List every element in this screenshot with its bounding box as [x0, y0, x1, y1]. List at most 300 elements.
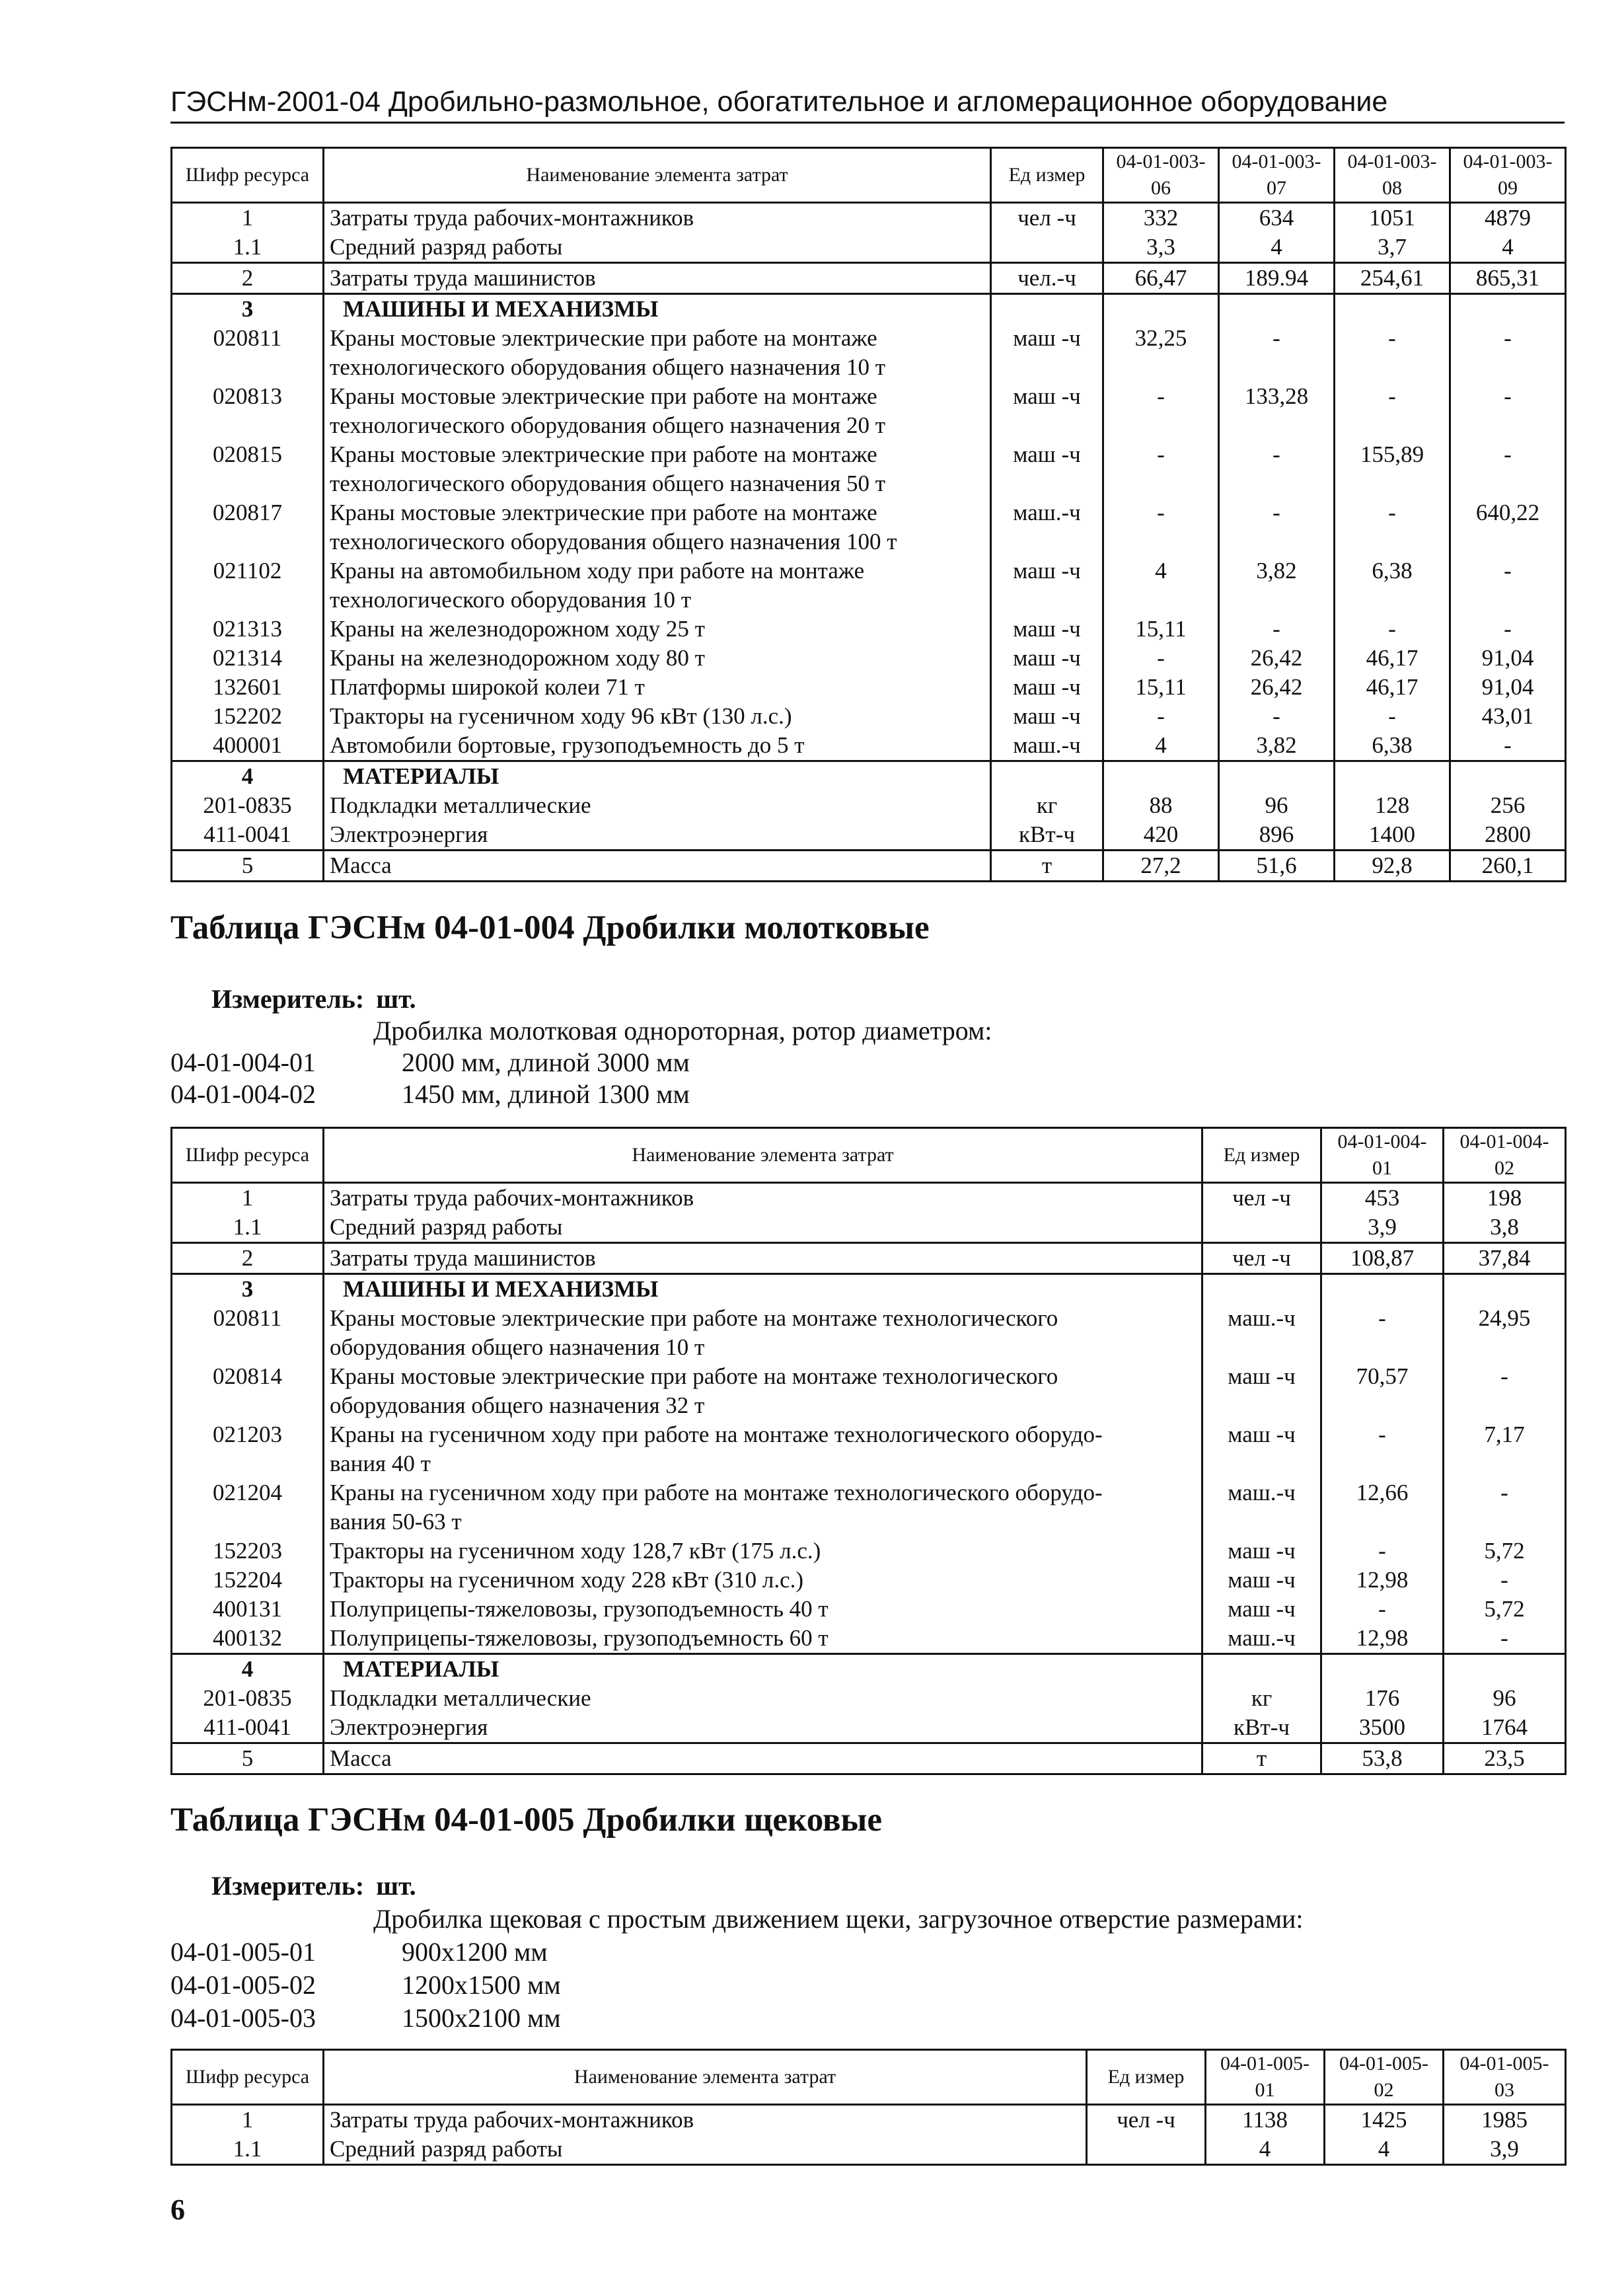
norm-value-cell: 634: [1219, 203, 1335, 233]
resource-code-cell: 020811: [172, 324, 324, 382]
norm-value-cell: -: [1219, 702, 1335, 731]
cost-table-04-01-003: [170, 147, 1567, 882]
norm-value-cell: 4: [1103, 556, 1219, 615]
norm-value-cell: -: [1335, 702, 1450, 731]
norm-value-cell: 5,72: [1444, 1595, 1566, 1624]
cost-element-name-cell: [324, 791, 991, 820]
table-header-row: [172, 2050, 1566, 2105]
cost-element-name-line: Полуприцепы-тяжеловозы, грузоподъемность 40 т: [330, 1596, 829, 1622]
norm-value-cell: 1138: [1206, 2105, 1325, 2135]
table-row: [172, 1183, 1566, 1213]
cost-element-name-cell: [324, 820, 991, 851]
measurer-04-01-005: [211, 1870, 416, 1901]
cost-element-name-line: Тракторы на гусеничном ходу 128,7 кВт (175 л.с.): [330, 1538, 821, 1564]
norm-value-cell: [1450, 294, 1566, 324]
table-row: [172, 1595, 1566, 1624]
norm-value-cell: -: [1335, 324, 1450, 382]
norm-item: [170, 2002, 561, 2033]
column-header-norm: [1321, 1128, 1444, 1183]
norm-value-cell: 53,8: [1321, 1743, 1444, 1774]
cost-element-name-cell: [324, 203, 991, 233]
table-row: [172, 1743, 1566, 1774]
resource-code-cell: 3: [172, 1274, 324, 1305]
table-row: [172, 556, 1566, 615]
norm-value-cell: 1764: [1444, 1713, 1566, 1743]
unit-cell: чел -ч: [1202, 1243, 1321, 1274]
norm-value-cell: 70,57: [1321, 1362, 1444, 1420]
table-row: [172, 440, 1566, 498]
resource-code-cell: 1: [172, 1183, 324, 1213]
unit-cell: маш -ч: [991, 702, 1103, 731]
norm-value-cell: 6,38: [1335, 556, 1450, 615]
norm-value-cell: -: [1444, 1478, 1566, 1537]
cost-element-name-line: Средний разряд работы: [330, 1214, 563, 1240]
cost-element-name-cell: [324, 615, 991, 644]
norm-value-cell: 254,61: [1335, 263, 1450, 294]
section-heading-cell: [324, 1274, 1202, 1305]
resource-code-cell: 020814: [172, 1362, 324, 1420]
resource-code-cell: 1: [172, 2105, 324, 2135]
norm-item-code: 04-01-005-01: [170, 1937, 316, 1967]
unit-cell: маш -ч: [991, 382, 1103, 440]
cost-element-name-cell: [324, 498, 991, 556]
norm-value-cell: 189.94: [1219, 263, 1335, 294]
norm-value-cell: [1103, 761, 1219, 792]
cost-element-name-line: Полуприцепы-тяжеловозы, грузоподъемность 60 т: [330, 1625, 829, 1651]
unit-cell: маш -ч: [1202, 1566, 1321, 1595]
resource-code-cell: 020815: [172, 440, 324, 498]
unit-cell: чел -ч: [1087, 2105, 1206, 2135]
table-row: [172, 263, 1566, 294]
cost-element-name-cell: [324, 1243, 1202, 1274]
header-part: 04-01-004-: [1337, 1131, 1427, 1153]
cost-element-name-cell: [324, 1624, 1202, 1654]
norm-value-cell: 4: [1103, 731, 1219, 761]
cost-element-name-line: технологического оборудования общего назначения 50 т: [330, 471, 886, 496]
unit-cell: маш.-ч: [1202, 1478, 1321, 1537]
cost-element-name-cell: [324, 702, 991, 731]
cost-element-name-cell: [324, 673, 991, 702]
norm-value-cell: -: [1335, 382, 1450, 440]
norm-value-cell: 91,04: [1450, 644, 1566, 673]
column-header-code: Шифр ресурса: [172, 148, 324, 203]
running-header: ГЭСНм-2001-04 Дробильно-размольное, обогатительное и агломерационное оборудование: [170, 83, 1565, 124]
resource-code-cell: 201-0835: [172, 791, 324, 820]
norm-value-cell: [1335, 294, 1450, 324]
unit-cell: [1202, 1213, 1321, 1243]
norm-value-cell: 128: [1335, 791, 1450, 820]
norm-value-cell: 256: [1450, 791, 1566, 820]
column-header-name: Наименование элемента затрат: [324, 2050, 1087, 2105]
norm-value-cell: 1985: [1444, 2105, 1566, 2135]
unit-cell: маш -ч: [991, 440, 1103, 498]
resource-code-cell: 201-0835: [172, 1684, 324, 1713]
unit-cell: т: [991, 851, 1103, 882]
norm-value-cell: 15,11: [1103, 615, 1219, 644]
norm-value-cell: 6,38: [1335, 731, 1450, 761]
resource-code-cell: 021203: [172, 1420, 324, 1478]
unit-cell: маш.-ч: [991, 498, 1103, 556]
resource-code-cell: 4: [172, 1654, 324, 1685]
table-row: [172, 644, 1566, 673]
table-row: [172, 1243, 1566, 1274]
norm-value-cell: 96: [1219, 791, 1335, 820]
header-part: 07: [1267, 177, 1286, 199]
column-header-unit: Ед измер: [991, 148, 1103, 203]
norm-value-cell: 3,8: [1444, 1213, 1566, 1243]
norm-value-cell: -: [1103, 382, 1219, 440]
norm-value-cell: 176: [1321, 1684, 1444, 1713]
norm-item-text: 1500x2100 мм: [402, 2003, 561, 2033]
cost-element-name-line: МАШИНЫ И МЕХАНИЗМЫ: [343, 296, 659, 322]
table-row: [172, 2135, 1566, 2165]
norm-value-cell: 96: [1444, 1684, 1566, 1713]
section-heading-cell: [324, 294, 991, 324]
norm-value-cell: [1103, 294, 1219, 324]
cost-element-name-line: Затраты труда рабочих-монтажников: [330, 2107, 694, 2133]
cost-element-name-cell: [324, 233, 991, 263]
norm-value-cell: 2800: [1450, 820, 1566, 851]
norm-item: [170, 1936, 548, 1967]
unit-cell: [991, 761, 1103, 792]
norm-value-cell: 896: [1219, 820, 1335, 851]
cost-element-name-line: вания 50-63 т: [330, 1509, 462, 1535]
norm-item: [170, 1079, 690, 1110]
table-row: [172, 731, 1566, 761]
norm-value-cell: 4: [1450, 233, 1566, 263]
cost-element-name-line: технологического оборудования общего назначения 10 т: [330, 354, 886, 380]
norm-value-cell: 3,3: [1103, 233, 1219, 263]
header-part: 04-01-003-: [1116, 151, 1206, 172]
unit-cell: маш.-ч: [1202, 1624, 1321, 1654]
cost-element-name-line: МАТЕРИАЛЫ: [343, 763, 499, 789]
cost-element-name-cell: [324, 1566, 1202, 1595]
norm-value-cell: -: [1103, 440, 1219, 498]
measurer-value: шт.: [376, 1871, 416, 1901]
norm-value-cell: 88: [1103, 791, 1219, 820]
section-heading-cell: [324, 1654, 1202, 1685]
unit-cell: маш -ч: [991, 556, 1103, 615]
norm-value-cell: 108,87: [1321, 1243, 1444, 1274]
norm-item-text: 1450 мм, длиной 1300 мм: [402, 1079, 690, 1109]
table-row: [172, 203, 1566, 233]
resource-code-cell: 152204: [172, 1566, 324, 1595]
unit-cell: маш -ч: [991, 644, 1103, 673]
resource-code-cell: 1.1: [172, 2135, 324, 2165]
norm-value-cell: -: [1219, 440, 1335, 498]
cost-element-name-line: технологического оборудования 10 т: [330, 587, 692, 613]
norm-value-cell: -: [1450, 382, 1566, 440]
norm-value-cell: 155,89: [1335, 440, 1450, 498]
table-row: [172, 673, 1566, 702]
table-row: [172, 1624, 1566, 1654]
table-row: [172, 1684, 1566, 1713]
cost-element-name-line: Тракторы на гусеничном ходу 96 кВт (130 л.с.): [330, 703, 792, 729]
norm-value-cell: 3500: [1321, 1713, 1444, 1743]
table-description-04-01-005: Дробилка щековая с простым движением щеки, загрузочное отверстие размерами:: [373, 1904, 1304, 1934]
table-row: [172, 1420, 1566, 1478]
unit-cell: [991, 233, 1103, 263]
table-row: [172, 1654, 1566, 1685]
table-row: [172, 1566, 1566, 1595]
norm-value-cell: 24,95: [1444, 1304, 1566, 1362]
header-part: 04-01-003-: [1347, 151, 1437, 172]
unit-cell: кг: [1202, 1684, 1321, 1713]
norm-value-cell: 4: [1206, 2135, 1325, 2165]
unit-cell: [991, 294, 1103, 324]
norm-value-cell: -: [1321, 1420, 1444, 1478]
table-row: [172, 498, 1566, 556]
table-row: [172, 1478, 1566, 1537]
table-row: [172, 382, 1566, 440]
resource-code-cell: 020817: [172, 498, 324, 556]
cost-element-name-line: Краны на железнодорожном ходу 80 т: [330, 645, 705, 671]
unit-cell: маш -ч: [991, 324, 1103, 382]
norm-value-cell: [1444, 1274, 1566, 1305]
norm-value-cell: 5,72: [1444, 1537, 1566, 1566]
norm-value-cell: -: [1219, 498, 1335, 556]
measurer-label: Измеритель:: [211, 984, 365, 1014]
header-part: 04-01-003-: [1463, 151, 1553, 172]
resource-code-cell: 021314: [172, 644, 324, 673]
norm-value-cell: 37,84: [1444, 1243, 1566, 1274]
cost-element-name-cell: [324, 263, 991, 294]
cost-element-name-cell: [324, 1420, 1202, 1478]
resource-code-cell: 400132: [172, 1624, 324, 1654]
cost-element-name-cell: [324, 731, 991, 761]
norm-item-code: 04-01-005-03: [170, 2003, 316, 2033]
cost-element-name-cell: [324, 1478, 1202, 1537]
column-header-code: Шифр ресурса: [172, 1128, 324, 1183]
norm-value-cell: 260,1: [1450, 851, 1566, 882]
resource-code-cell: 152202: [172, 702, 324, 731]
resource-code-cell: 411-0041: [172, 820, 324, 851]
cost-element-name-line: оборудования общего назначения 10 т: [330, 1334, 705, 1360]
norm-value-cell: 32,25: [1103, 324, 1219, 382]
norm-value-cell: [1219, 761, 1335, 792]
cost-element-name-cell: [324, 1213, 1202, 1243]
norm-value-cell: -: [1103, 702, 1219, 731]
cost-table-04-01-005: [170, 2049, 1567, 2166]
cost-element-name-line: Платформы широкой колеи 71 т: [330, 674, 645, 700]
cost-element-name-cell: [324, 440, 991, 498]
norm-value-cell: 15,11: [1103, 673, 1219, 702]
table-row: [172, 820, 1566, 851]
unit-cell: маш -ч: [991, 615, 1103, 644]
cost-element-name-cell: [324, 1362, 1202, 1420]
unit-cell: [1202, 1274, 1321, 1305]
cost-element-name-cell: [324, 644, 991, 673]
unit-cell: кг: [991, 791, 1103, 820]
cost-element-name-line: Краны мостовые электрические при работе на монтаже: [330, 383, 877, 409]
norm-value-cell: 1425: [1325, 2105, 1444, 2135]
column-header-norm: [1335, 148, 1450, 203]
norm-value-cell: 3,9: [1444, 2135, 1566, 2165]
norm-value-cell: [1444, 1654, 1566, 1685]
norm-value-cell: 23,5: [1444, 1743, 1566, 1774]
cost-element-name-line: Краны мостовые электрические при работе на монтаже технологического: [330, 1363, 1058, 1389]
cost-element-name-cell: [324, 1183, 1202, 1213]
page-number: 6: [170, 2193, 185, 2226]
resource-code-cell: 3: [172, 294, 324, 324]
norm-value-cell: 27,2: [1103, 851, 1219, 882]
header-part: 04-01-005-: [1459, 2053, 1549, 2074]
header-part: 04-01-005-: [1339, 2053, 1428, 2074]
norm-value-cell: 12,66: [1321, 1478, 1444, 1537]
norm-value-cell: -: [1103, 498, 1219, 556]
header-part: 01: [1255, 2079, 1275, 2101]
resource-code-cell: 021204: [172, 1478, 324, 1537]
resource-code-cell: 400001: [172, 731, 324, 761]
norm-value-cell: [1450, 761, 1566, 792]
cost-element-name-line: Электроэнергия: [330, 1714, 488, 1740]
cost-element-name-line: Затраты труда рабочих-монтажников: [330, 205, 694, 231]
norm-value-cell: 4879: [1450, 203, 1566, 233]
norm-value-cell: 332: [1103, 203, 1219, 233]
table-title-04-01-005: Таблица ГЭСНм 04-01-005 Дробилки щековые: [170, 1802, 882, 1839]
table-header-row: [172, 148, 1566, 203]
norm-value-cell: 26,42: [1219, 673, 1335, 702]
norm-value-cell: [1335, 761, 1450, 792]
norm-item-text: 2000 мм, длиной 3000 мм: [402, 1047, 690, 1077]
norm-value-cell: 7,17: [1444, 1420, 1566, 1478]
norm-value-cell: -: [1450, 324, 1566, 382]
table-row: [172, 294, 1566, 324]
column-header-norm: [1444, 2050, 1566, 2105]
table-row: [172, 1362, 1566, 1420]
norm-value-cell: -: [1450, 440, 1566, 498]
cost-element-name-line: Масса: [330, 1745, 392, 1771]
column-header-norm: [1103, 148, 1219, 203]
norm-value-cell: 3,82: [1219, 556, 1335, 615]
resource-code-cell: 2: [172, 1243, 324, 1274]
norm-value-cell: 1400: [1335, 820, 1450, 851]
header-part: 06: [1151, 177, 1171, 199]
cost-element-name-cell: [324, 1713, 1202, 1743]
table-title-04-01-004: Таблица ГЭСНм 04-01-004 Дробилки молотковые: [170, 909, 930, 946]
cost-element-name-line: Средний разряд работы: [330, 2136, 563, 2162]
cost-element-name-line: Краны мостовые электрические при работе на монтаже: [330, 441, 877, 467]
norm-value-cell: -: [1444, 1624, 1566, 1654]
norm-value-cell: 46,17: [1335, 644, 1450, 673]
cost-element-name-cell: [324, 382, 991, 440]
cost-element-name-line: МАШИНЫ И МЕХАНИЗМЫ: [343, 1276, 659, 1302]
resource-code-cell: 021102: [172, 556, 324, 615]
norm-value-cell: -: [1321, 1537, 1444, 1566]
cost-element-name-line: Краны мостовые электрические при работе на монтаже: [330, 325, 877, 351]
cost-element-name-cell: [324, 324, 991, 382]
column-header-unit: Ед измер: [1202, 1128, 1321, 1183]
norm-value-cell: 1051: [1335, 203, 1450, 233]
norm-value-cell: 26,42: [1219, 644, 1335, 673]
cost-element-name-cell: [324, 1595, 1202, 1624]
cost-element-name-line: Краны на автомобильном ходу при работе на монтаже: [330, 558, 865, 584]
cost-element-name-cell: [324, 1304, 1202, 1362]
column-header-norm: [1325, 2050, 1444, 2105]
norm-item: [170, 1969, 561, 2000]
table-description-04-01-004: Дробилка молотковая однороторная, ротор диаметром:: [373, 1016, 992, 1045]
norm-value-cell: 66,47: [1103, 263, 1219, 294]
resource-code-cell: 1: [172, 203, 324, 233]
norm-value-cell: 198: [1444, 1183, 1566, 1213]
unit-cell: чел -ч: [991, 203, 1103, 233]
table-row: [172, 791, 1566, 820]
cost-element-name-line: Краны мостовые электрические при работе на монтаже технологического: [330, 1305, 1058, 1331]
resource-code-cell: 4: [172, 761, 324, 792]
resource-code-cell: 400131: [172, 1595, 324, 1624]
norm-value-cell: -: [1450, 731, 1566, 761]
norm-value-cell: 133,28: [1219, 382, 1335, 440]
resource-code-cell: 020813: [172, 382, 324, 440]
table-row: [172, 1274, 1566, 1305]
norm-value-cell: 12,98: [1321, 1624, 1444, 1654]
resource-code-cell: 132601: [172, 673, 324, 702]
cost-element-name-cell: [324, 851, 991, 882]
cost-table-04-01-004: [170, 1127, 1567, 1775]
table-row: [172, 851, 1566, 882]
norm-value-cell: 46,17: [1335, 673, 1450, 702]
norm-value-cell: -: [1321, 1304, 1444, 1362]
unit-cell: чел.-ч: [991, 263, 1103, 294]
unit-cell: [1087, 2135, 1206, 2165]
header-part: 02: [1495, 1157, 1514, 1179]
unit-cell: маш -ч: [1202, 1420, 1321, 1478]
norm-item-text: 1200x1500 мм: [402, 1970, 561, 2000]
measurer-label: Измеритель:: [211, 1871, 365, 1901]
unit-cell: [1202, 1654, 1321, 1685]
cost-element-name-line: Затраты труда машинистов: [330, 265, 596, 291]
norm-value-cell: 3,9: [1321, 1213, 1444, 1243]
cost-element-name-line: Краны на гусеничном ходу при работе на монтаже технологического оборудо-: [330, 1480, 1103, 1505]
norm-value-cell: [1321, 1274, 1444, 1305]
table-row: [172, 1304, 1566, 1362]
norm-value-cell: -: [1450, 556, 1566, 615]
cost-element-name-line: Краны на гусеничном ходу при работе на монтаже технологического оборудо-: [330, 1422, 1103, 1447]
column-header-norm: [1450, 148, 1566, 203]
norm-value-cell: 12,98: [1321, 1566, 1444, 1595]
table-row: [172, 233, 1566, 263]
column-header-norm: [1219, 148, 1335, 203]
cost-element-name-cell: [324, 2105, 1087, 2135]
column-header-unit: Ед измер: [1087, 2050, 1206, 2105]
cost-element-name-line: Затраты труда рабочих-монтажников: [330, 1185, 694, 1211]
norm-item-code: 04-01-004-01: [170, 1047, 316, 1077]
header-part: 08: [1382, 177, 1402, 199]
column-header-name: Наименование элемента затрат: [324, 1128, 1202, 1183]
unit-cell: кВт-ч: [991, 820, 1103, 851]
norm-value-cell: 51,6: [1219, 851, 1335, 882]
table-row: [172, 1713, 1566, 1743]
norm-value-cell: -: [1444, 1566, 1566, 1595]
norm-value-cell: 43,01: [1450, 702, 1566, 731]
norm-item-code: 04-01-005-02: [170, 1970, 316, 2000]
cost-element-name-line: Подкладки металлические: [330, 1685, 591, 1711]
norm-value-cell: -: [1444, 1362, 1566, 1420]
cost-element-name-cell: [324, 556, 991, 615]
resource-code-cell: 1.1: [172, 1213, 324, 1243]
cost-element-name-line: Краны на железнодорожном ходу 25 т: [330, 616, 705, 642]
column-header-code: Шифр ресурса: [172, 2050, 324, 2105]
norm-value-cell: -: [1219, 615, 1335, 644]
unit-cell: маш -ч: [1202, 1362, 1321, 1420]
cost-element-name-line: МАТЕРИАЛЫ: [343, 1656, 499, 1682]
cost-element-name-line: технологического оборудования общего назначения 20 т: [330, 412, 886, 438]
norm-value-cell: 865,31: [1450, 263, 1566, 294]
norm-value-cell: 640,22: [1450, 498, 1566, 556]
resource-code-cell: 152203: [172, 1537, 324, 1566]
column-header-norm: [1444, 1128, 1566, 1183]
norm-value-cell: 4: [1325, 2135, 1444, 2165]
